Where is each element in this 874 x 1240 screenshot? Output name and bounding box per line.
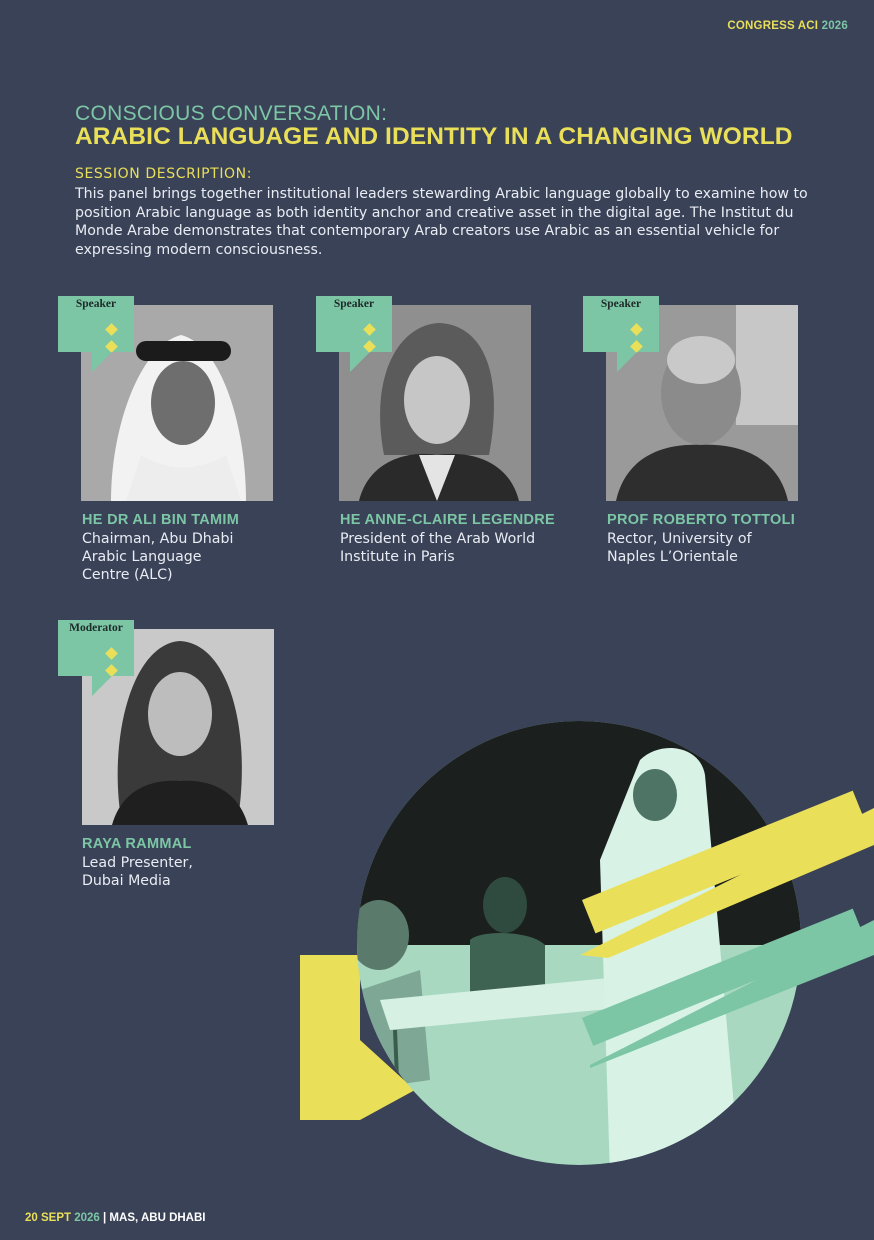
participant-name: HE ANNE-CLAIRE LEGENDRE (340, 512, 556, 528)
diamond-icon (630, 323, 643, 336)
footer-event-info (25, 1212, 205, 1224)
footer-date: 20 SEPT (25, 1212, 72, 1224)
participant-name: PROF ROBERTO TOTTOLI (607, 512, 796, 528)
participant-badge (583, 296, 659, 352)
footer-venue: | MAS, ABU DHABI (99, 1212, 206, 1224)
participant-badge (58, 620, 134, 676)
header-brand: CONGRESS ACI (727, 20, 819, 32)
diamond-icon (105, 664, 118, 677)
header-congress-tag (727, 20, 848, 32)
badge-label: Speaker (75, 298, 117, 310)
participant-badge (58, 296, 134, 352)
badge-label: Speaker (600, 298, 642, 310)
participant-role: Lead Presenter, Dubai Media (82, 855, 193, 889)
participant-role: Rector, University of Naples L’Orientale (607, 531, 752, 565)
session-description-label: SESSION DESCRIPTION: (75, 166, 253, 182)
participant-role: President of the Arab World Institute in Paris (340, 531, 536, 565)
diamond-icon (363, 340, 376, 353)
participant-name: RAYA RAMMAL (82, 836, 192, 852)
session-title: ARABIC LANGUAGE AND IDENTITY IN A CHANGING WORLD (75, 123, 793, 150)
header-year: 2026 (821, 20, 848, 32)
diamond-icon (105, 323, 118, 336)
participant-name: HE DR ALI BIN TAMIM (82, 512, 240, 528)
badge-label: Speaker (333, 298, 375, 310)
participant-badge (316, 296, 392, 352)
footer-year: 2026 (74, 1212, 100, 1224)
diamond-icon (363, 323, 376, 336)
session-description: This panel brings together institutional leaders stewarding Arabic language globally to examine how to position Arabic language as both identity anchor and creative asset in the digital age. The Institut du Monde Arabe demonstrates that contemporary Arab creators use Arabic as an essential vehicle for expressing modern consciousness. (75, 186, 808, 258)
diamond-icon (105, 647, 118, 660)
participant-role: Chairman, Abu Dhabi Arabic Language Centre (ALC) (82, 531, 234, 583)
badge-label: Moderator (69, 622, 123, 634)
session-kicker: CONSCIOUS CONVERSATION: (75, 102, 388, 125)
diamond-icon (630, 340, 643, 353)
diamond-icon (105, 340, 118, 353)
